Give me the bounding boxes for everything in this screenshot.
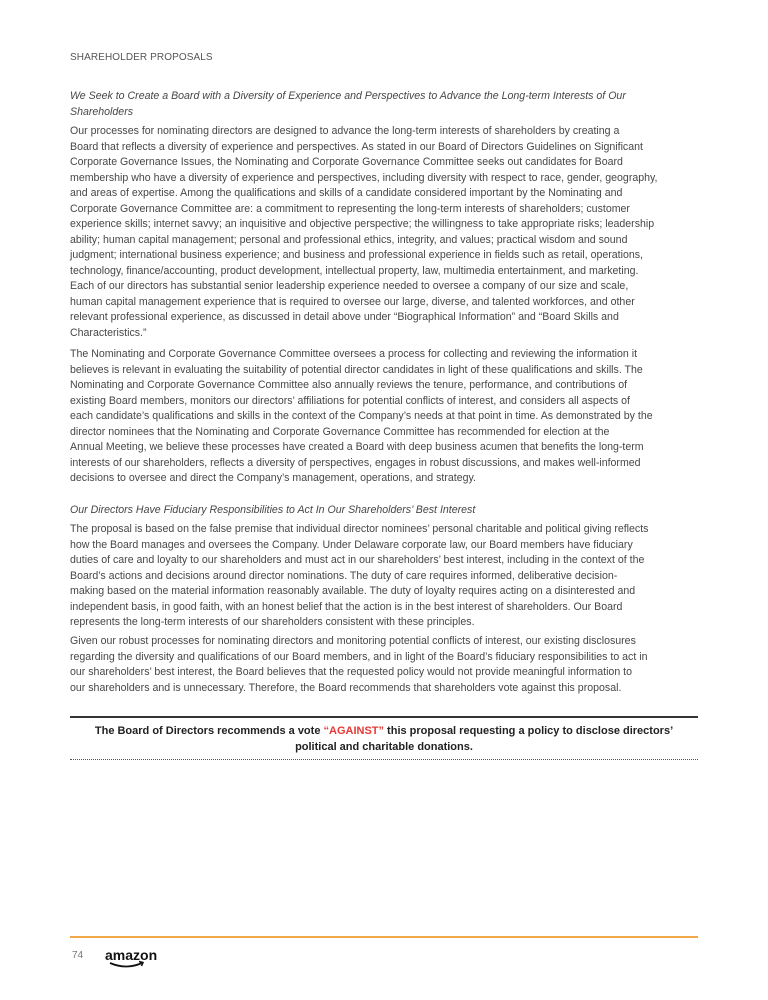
text-line: judgment; international business experience; and business and professional experience in fields such as retail, operations, xyxy=(70,249,643,261)
heading-board-diversity xyxy=(70,89,700,120)
text-line: Each of our directors has substantial senior leadership experience needed to oversee a company of our size and scale, xyxy=(70,280,629,292)
text-line: experience skills; internet savvy; an inquisitive and objective perspective; the willingness to take appropriate risks; leadership xyxy=(70,218,655,230)
text-line: Given our robust processes for nominating directors and monitoring potential conflicts of interest, our existing disclosures xyxy=(70,635,636,647)
text-line: relevant professional experience, as discussed in detail above under “Biographical Information” and “Board Skills and xyxy=(70,311,619,323)
text-line: our shareholders and is unnecessary. Therefore, the Board recommends that shareholders vote against this proposal. xyxy=(70,681,622,694)
text-line: and areas of expertise. Among the qualifications and skills of a candidate considered important by the Nominating and xyxy=(70,187,623,199)
against-emphasis: “AGAINST” xyxy=(323,725,384,737)
text-line: Annual Meeting, we believe these processes have created a Board with deep business acumen that benefits the long-term xyxy=(70,441,644,453)
svg-text:amazon: amazon xyxy=(105,947,158,963)
footer-divider xyxy=(70,936,698,938)
page-number: 74 xyxy=(72,950,84,961)
text-line: We Seek to Create a Board with a Diversity of Experience and Perspectives to Advance the Long-term Interests of Our xyxy=(70,90,626,102)
text-line: The Nominating and Corporate Governance Committee oversees a process for collecting and reviewing the information it xyxy=(70,348,638,360)
paragraph-committee-oversight xyxy=(70,347,700,487)
text-line: Board that reflects a diversity of experience and perspectives. As stated in our Board of Directors Guidelines on Significant xyxy=(70,140,643,153)
text-line: interests of our shareholders, reflects a diversity of perspectives, engages in robust discussions, and makes well-informed xyxy=(70,456,641,469)
section-header: SHAREHOLDER PROPOSALS xyxy=(70,52,213,63)
text-line: making based on the material information reasonably available. The duty of loyalty requires acting on a disinterested and xyxy=(70,585,636,597)
text-line: how the Board manages and oversees the Company. Under Delaware corporate law, our Board members have fiduciary xyxy=(70,538,633,551)
text-line: existing Board members, monitors our directors’ affiliations for potential conflicts of interest, and considers all aspects of xyxy=(70,394,630,407)
paragraph-nominating-processes xyxy=(70,124,700,341)
text-line: decisions to oversee and direct the Company’s management, operations, and strategy. xyxy=(70,472,476,484)
text-line: membership who have a diversity of experience and perspectives, including diversity with respect to race, gender, geography, xyxy=(70,171,658,184)
heading-fiduciary-responsibilities xyxy=(70,503,700,519)
text-line: Characteristics.” xyxy=(70,326,147,339)
text-line: Board’s actions and decisions around director nominations. The duty of care requires informed, deliberative decision- xyxy=(70,569,618,582)
text-line: director nominees that the Nominating and Corporate Governance Committee has recommended for election at the xyxy=(70,425,610,438)
recommendation-line-1 xyxy=(70,723,698,739)
text-line: The proposal is based on the false premise that individual director nominees’ personal charitable and political giving reflects xyxy=(70,523,649,535)
text-line: Our Directors Have Fiduciary Responsibilities to Act In Our Shareholders’ Best Interest xyxy=(70,504,476,516)
text-line: Corporate Governance Issues, the Nominating and Corporate Governance Committee seeks out candidates for Board xyxy=(70,156,623,168)
text-line: technology, finance/accounting, product development, intellectual property, law, multimedia entertainment, and marketing. xyxy=(70,264,639,277)
text-line: believes is relevant in evaluating the suitability of potential director candidates in light of these qualifications and skills. The xyxy=(70,363,643,376)
text-line: represents the long-term interests of our shareholders consistent with these principles. xyxy=(70,616,475,628)
recommendation-text-end: this proposal requesting a policy to disclose directors’ xyxy=(384,725,674,737)
text-line: regarding the diversity and qualifications of our Board members, and in light of the Board’s fiduciary responsibilities to act in xyxy=(70,650,648,663)
paragraph-conclusion xyxy=(70,634,700,696)
text-line: Shareholders xyxy=(70,105,134,118)
text-line: ability; human capital management; personal and professional ethics, integrity, and values; practical wisdom and sound xyxy=(70,233,628,246)
text-line: independent basis, in good faith, with an honest belief that the action is in the best interest of shareholders. Our Board xyxy=(70,600,623,613)
text-line: duties of care and loyalty to our shareholders and must act in our shareholders’ best interest, including in the context of the xyxy=(70,554,645,566)
recommendation-text: The Board of Directors recommends a vote xyxy=(94,725,324,737)
text-line: human capital management experience that is required to oversee our large, diverse, and talented workforces, and other xyxy=(70,295,635,308)
paragraph-fiduciary-duties xyxy=(70,522,700,631)
text-line: our shareholders’ best interest, the Board believes that the requested policy would not provide meaningful information to xyxy=(70,666,632,678)
text-line: Nominating and Corporate Governance Committee also annually reviews the tenure, performance, and contributions of xyxy=(70,379,628,391)
text-line: Corporate Governance Committee are: a commitment to representing the long-term interests of shareholders; customer xyxy=(70,202,630,215)
board-recommendation-box xyxy=(70,716,698,760)
recommendation-line-2: political and charitable donations. xyxy=(295,741,473,753)
dotted-divider xyxy=(70,759,698,760)
text-line: Our processes for nominating directors are designed to advance the long-term interests of shareholders by creating a xyxy=(70,125,620,137)
text-line: each candidate’s qualifications and skills in the context of the Company’s needs at that point in time. As demonstrated by the xyxy=(70,410,653,422)
amazon-logo xyxy=(104,947,164,971)
